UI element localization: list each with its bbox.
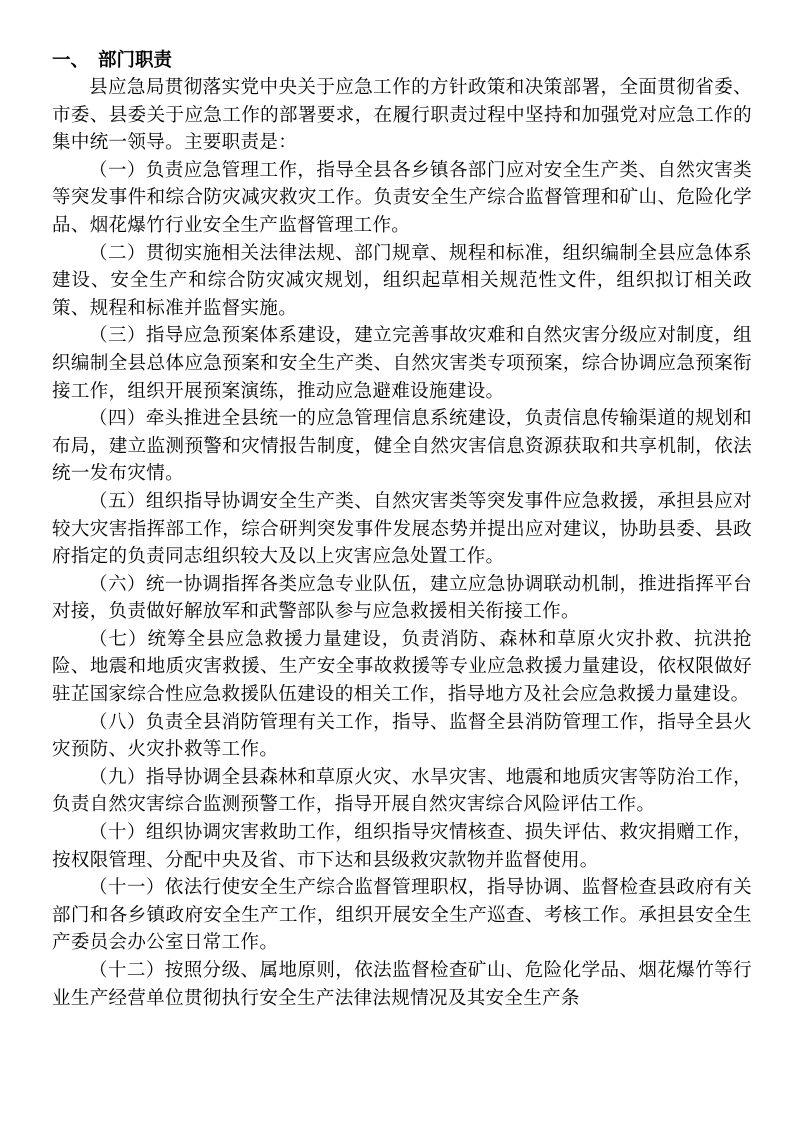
- paragraph-duty-7: （七）统筹全县应急救援力量建设，负责消防、森林和草原火灾扑救、抗洪抢险、地震和地质灾害救援、生产安全事故救援等专业应急救援力量建设，依权限做好驻芷国家综合性应急救援队伍建设的相关工作，指导地方及社会应急救援力量建设。: [52, 628, 752, 706]
- paragraph-intro: 县应急局贯彻落实党中央关于应急工作的方针政策和决策部署，全面贯彻省委、市委、县委关于应急工作的部署要求，在履行职责过程中坚持和加强党对应急工作的集中统一领导。主要职责是：: [52, 77, 752, 154]
- paragraph-duty-5: （五）组织指导协调安全生产类、自然灾害类等突发事件应急救援，承担县应对较大灾害指挥部工作，综合研判突发事件发展态势并提出应对建议，协助县委、县政府指定的负责同志组织较大及以上灾害应急处置工作。: [52, 490, 752, 568]
- section-heading: [52, 48, 752, 74]
- paragraph-duty-2: （二）贯彻实施相关法律法规、部门规章、规程和标准，组织编制全县应急体系建设、安全生产和综合防灾减灾规划，组织起草相关规范性文件，组织拟订相关政策、规程和标准并监督实施。: [52, 242, 752, 319]
- paragraph-duty-3: （三）指导应急预案体系建设，建立完善事故灾难和自然灾害分级应对制度，组织编制全县总体应急预案和安全生产类、自然灾害类专项预案，综合协调应急预案衔接工作，组织开展预案演练，推动应急避难设施建设。: [52, 325, 752, 402]
- section-number: 一、: [52, 50, 90, 71]
- paragraph-duty-12: （十二）按照分级、属地原则，依法监督检查矿山、危险化学品、烟花爆竹等行业生产经营单位贯彻执行安全生产法律法规情况及其安全生产条: [52, 960, 752, 1009]
- paragraph-duty-11: （十一）依法行使安全生产综合监督管理职权，指导协调、监督检查县政府有关部门和各乡镇政府安全生产工作，组织开展安全生产巡查、考核工作。承担县安全生产委员会办公室日常工作。: [52, 877, 752, 954]
- paragraph-duty-1: （一）负责应急管理工作，指导全县各乡镇各部门应对安全生产类、自然灾害类等突发事件和综合防灾减灾救灾工作。负责安全生产综合监督管理和矿山、危险化学品、烟花爆竹行业安全生产监督管理工作。: [52, 159, 752, 236]
- paragraph-duty-8: （八）负责全县消防管理有关工作，指导、监督全县消防管理工作，指导全县火灾预防、火灾扑救等工作。: [52, 711, 752, 761]
- paragraph-duty-4: （四）牵头推进全县统一的应急管理信息系统建设，负责信息传输渠道的规划和布局，建立监测预警和灾情报告制度，健全自然灾害信息资源获取和共享机制，依法统一发布灾情。: [52, 408, 752, 485]
- paragraph-duty-9: （九）指导协调全县森林和草原火灾、水旱灾害、地震和地质灾害等防治工作，负责自然灾害综合监测预警工作，指导开展自然灾害综合风险评估工作。: [52, 766, 752, 816]
- paragraph-duty-6: （六）统一协调指挥各类应急专业队伍，建立应急协调联动机制，推进指挥平台对接，负责做好解放军和武警部队参与应急救援相关衔接工作。: [52, 573, 752, 623]
- paragraph-duty-10: （十）组织协调灾害救助工作，组织指导灾情核查、损失评估、救灾捐赠工作，按权限管理、分配中央及省、市下达和县级救灾款物并监督使用。: [52, 822, 752, 871]
- section-title: 部门职责: [98, 50, 173, 71]
- document-page: [52, 48, 752, 1012]
